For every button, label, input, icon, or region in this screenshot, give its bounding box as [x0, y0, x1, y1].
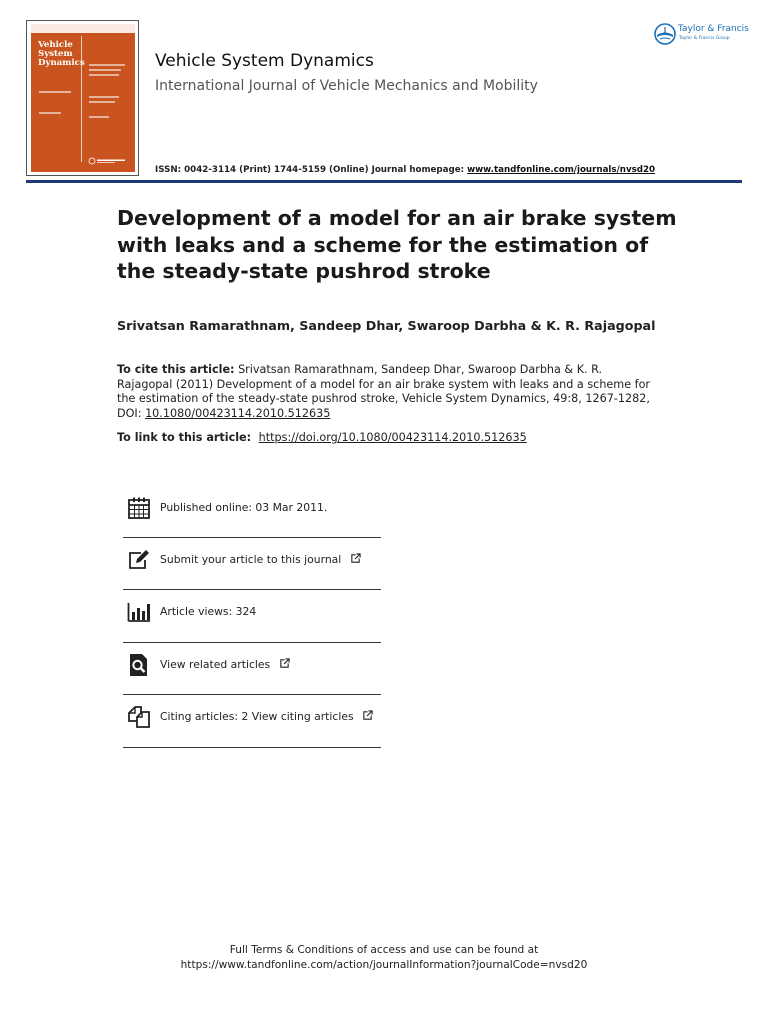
external-link-icon [350, 553, 361, 564]
footer-line-1: Full Terms & Conditions of access and use can be found at [229, 944, 539, 956]
citation-block [117, 363, 657, 421]
citation-label: To cite this article: [117, 363, 235, 376]
issn-line [155, 165, 655, 175]
article-link-label: To link to this article: [117, 431, 252, 444]
article-views-item [123, 590, 381, 643]
terms-footer [0, 943, 768, 973]
publisher-group: Taylor & Francis Group [679, 36, 730, 41]
header-divider [26, 180, 742, 183]
issn-text: ISSN: 0042-3114 (Print) 1744-5159 (Online) Journal homepage: [155, 165, 465, 175]
search-document-icon [127, 653, 151, 677]
journal-subtitle: International Journal of Vehicle Mechanics and Mobility [155, 78, 538, 94]
article-title: Development of a model for an air brake system with leaks and a scheme for the estimation of the steady-state pushrod stroke [117, 206, 677, 283]
article-link-line [117, 431, 527, 444]
citing-articles-icon [127, 705, 151, 729]
article-info-list [123, 485, 381, 748]
journal-title: Vehicle System Dynamics [155, 51, 374, 71]
journal-cover-image [26, 20, 139, 176]
citing-articles-item[interactable] [123, 695, 381, 748]
external-link-icon [279, 658, 290, 669]
bar-chart-icon [127, 600, 151, 624]
article-views-text: Article views: 324 [160, 605, 257, 618]
publisher-name: Taylor & Francis [678, 24, 749, 34]
cover-publisher-logo-icon [88, 157, 128, 165]
calendar-icon [127, 496, 151, 520]
article-authors: Srivatsan Ramarathnam, Sandeep Dhar, Swaroop Darbha & K. R. Rajagopal [117, 318, 656, 333]
footer-terms-link[interactable]: https://www.tandfonline.com/action/journalInformation?journalCode=nvsd20 [180, 958, 588, 971]
journal-homepage-link[interactable]: www.tandfonline.com/journals/nvsd20 [467, 165, 656, 175]
edit-icon [127, 548, 151, 572]
related-articles-item[interactable] [123, 643, 381, 696]
submit-article-text[interactable]: Submit your article to this journal [160, 552, 342, 566]
published-online-text: Published online: 03 Mar 2011. [160, 501, 328, 514]
article-doi-link[interactable]: https://doi.org/10.1080/00423114.2010.512635 [258, 431, 527, 444]
citation-doi-link[interactable]: 10.1080/00423114.2010.512635 [145, 406, 331, 420]
citation-text: Srivatsan Ramarathnam, Sandeep Dhar, Swaroop Darbha & K. R. Rajagopal (2011) Development of a model for an air brake system with leaks and a scheme for the estimation of the steady-state pushrod stroke, Vehicle System Dynamics, 49:8, 1267-1282, DOI: [117, 363, 651, 420]
citing-articles-text[interactable]: Citing articles: 2 View citing articles [160, 710, 354, 723]
published-online-item [123, 485, 381, 538]
external-link-icon [362, 710, 373, 721]
related-articles-text[interactable]: View related articles [160, 657, 271, 671]
submit-article-item[interactable] [123, 538, 381, 591]
cover-title: Vehicle System Dynamics [38, 40, 85, 68]
